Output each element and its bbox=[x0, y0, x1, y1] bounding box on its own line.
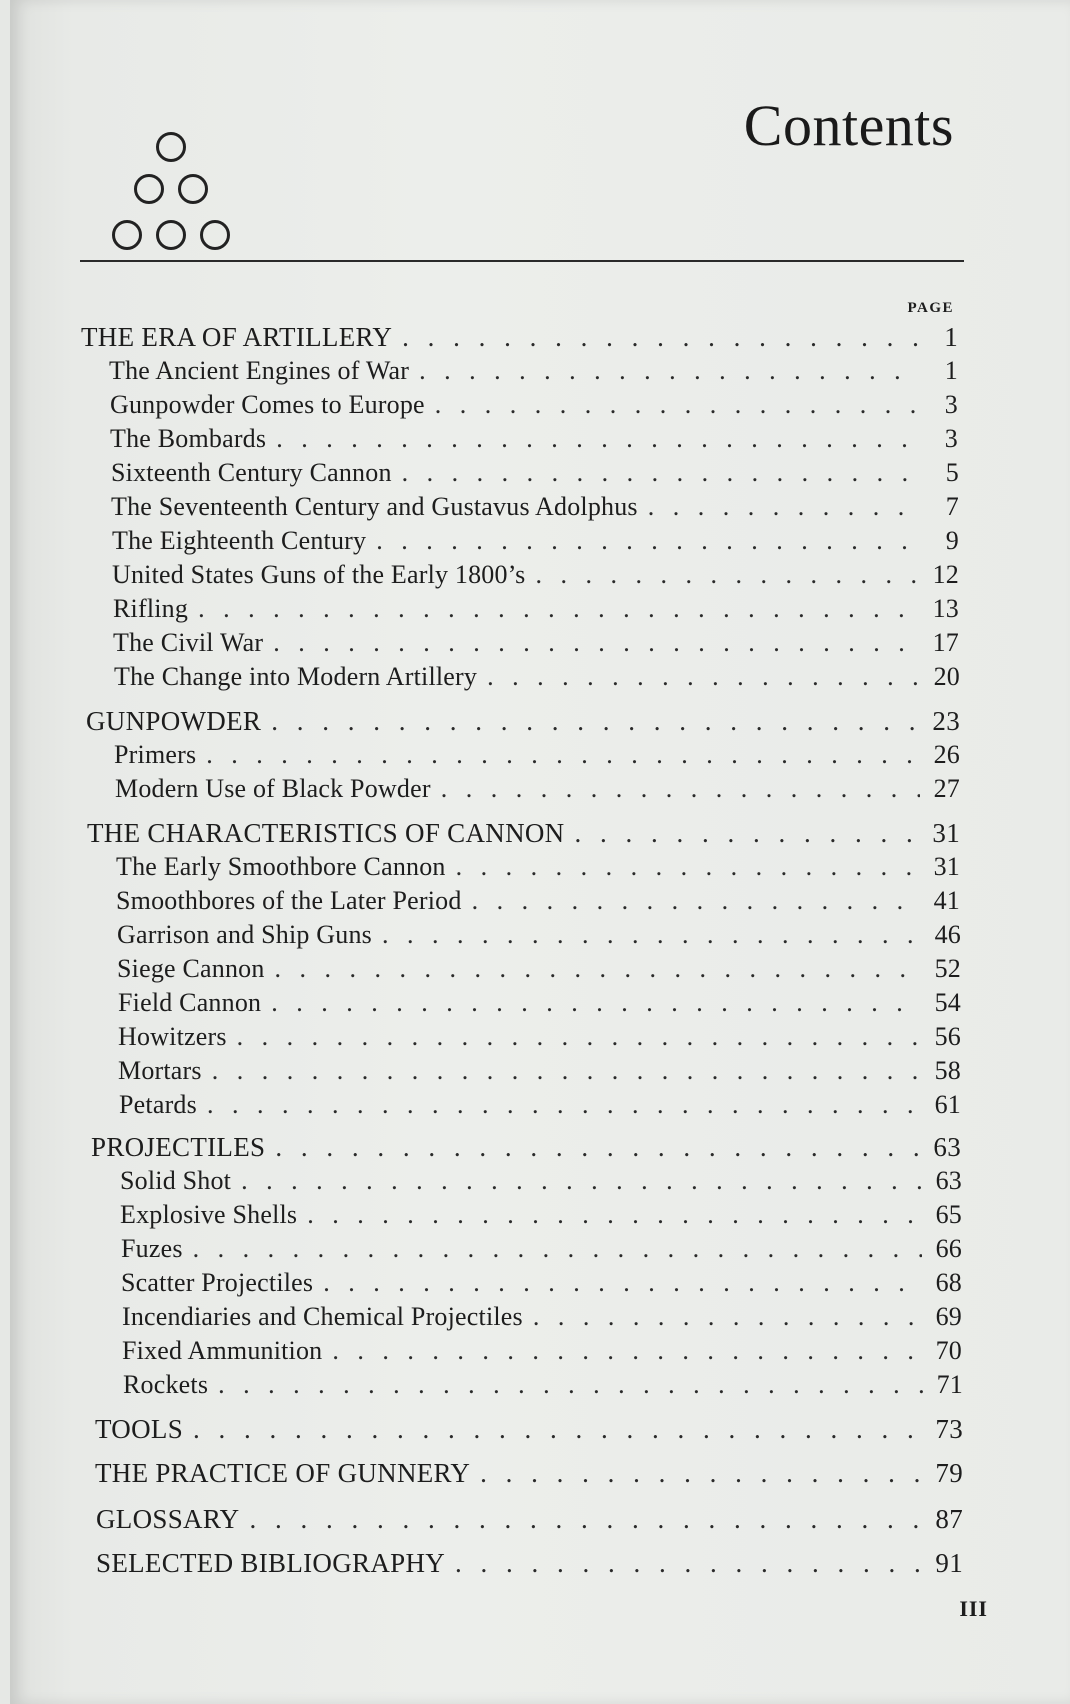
dot-leader bbox=[535, 560, 919, 590]
toc-entry-page-number: 52 bbox=[934, 954, 961, 983]
toc-entry-page-number: 1 bbox=[944, 356, 958, 385]
dot-leader bbox=[323, 1268, 922, 1298]
dot-leader bbox=[275, 954, 921, 984]
toc-entry-page-number: 13 bbox=[932, 594, 959, 623]
toc-entry-page-number: 58 bbox=[934, 1056, 961, 1085]
toc-entry-page-number: 20 bbox=[933, 662, 960, 691]
toc-entry-page-number: 23 bbox=[932, 706, 960, 736]
toc-entry-page-number: 61 bbox=[934, 1090, 961, 1119]
toc-entry-title: Modern Use of Black Powder bbox=[115, 774, 431, 803]
page-column-label: PAGE bbox=[907, 300, 954, 316]
toc-entry-page-number: 12 bbox=[932, 560, 959, 589]
dot-leader bbox=[455, 1548, 923, 1579]
book-page bbox=[10, 0, 1070, 1704]
toc-entry-title: Field Cannon bbox=[118, 988, 262, 1017]
dot-leader bbox=[193, 1234, 922, 1264]
toc-chapter-entry bbox=[86, 706, 960, 737]
toc-section-entry bbox=[112, 560, 959, 590]
toc-entry-title: THE CHARACTERISTICS OF CANNON bbox=[87, 818, 565, 848]
dot-leader bbox=[402, 322, 918, 353]
toc-entry-title: Rockets bbox=[123, 1370, 209, 1399]
page-title: Contents bbox=[743, 93, 954, 158]
toc-section-entry bbox=[111, 492, 959, 522]
toc-entry-title: Gunpowder Comes to Europe bbox=[110, 390, 425, 419]
dot-leader bbox=[332, 1336, 922, 1366]
toc-section-entry bbox=[117, 954, 961, 984]
dot-leader bbox=[218, 1370, 923, 1400]
dot-leader bbox=[307, 1200, 922, 1230]
dot-leader bbox=[275, 1132, 921, 1163]
dot-leader bbox=[237, 1022, 921, 1052]
dot-leader bbox=[273, 628, 919, 658]
dot-leader bbox=[376, 526, 919, 556]
toc-entry-title: Explosive Shells bbox=[120, 1200, 298, 1229]
dot-leader bbox=[487, 662, 920, 692]
dot-leader bbox=[472, 886, 920, 916]
toc-entry-title: THE ERA OF ARTILLERY bbox=[81, 322, 393, 352]
dot-leader bbox=[198, 594, 919, 624]
toc-entry-title: Garrison and Ship Guns bbox=[117, 920, 372, 949]
toc-section-entry bbox=[121, 1234, 962, 1264]
toc-section-entry bbox=[122, 1336, 962, 1366]
dot-leader bbox=[441, 774, 920, 804]
toc-section-entry bbox=[120, 1200, 962, 1230]
toc-entry-title: TOOLS bbox=[95, 1414, 184, 1444]
toc-section-entry bbox=[114, 662, 960, 692]
toc-chapter-entry bbox=[95, 1414, 963, 1445]
toc-section-entry bbox=[116, 852, 960, 882]
toc-section-entry bbox=[122, 1302, 962, 1332]
toc-section-entry bbox=[111, 458, 959, 488]
folio-page-number: III bbox=[959, 1596, 988, 1621]
toc-entry-title: The Ancient Engines of War bbox=[109, 356, 410, 385]
toc-section-entry bbox=[119, 1090, 961, 1120]
toc-entry-title: Fixed Ammunition bbox=[122, 1336, 323, 1365]
toc-entry-page-number: 9 bbox=[945, 526, 959, 555]
dot-leader bbox=[207, 1090, 921, 1120]
toc-entry-page-number: 46 bbox=[934, 920, 961, 949]
toc-entry-page-number: 70 bbox=[935, 1336, 962, 1365]
dot-leader bbox=[419, 356, 918, 386]
toc-chapter-entry bbox=[91, 1132, 961, 1163]
toc-section-entry bbox=[118, 1056, 961, 1086]
toc-section-entry bbox=[118, 1022, 961, 1052]
toc-entry-title: PROJECTILES bbox=[91, 1132, 266, 1162]
toc-entry-page-number: 69 bbox=[935, 1302, 962, 1331]
toc-entry-title: The Civil War bbox=[113, 628, 264, 657]
toc-entry-page-number: 31 bbox=[932, 818, 960, 848]
dot-leader bbox=[212, 1056, 921, 1086]
toc-entry-page-number: 17 bbox=[932, 628, 959, 657]
toc-entry-page-number: 3 bbox=[944, 390, 958, 419]
toc-entry-title: Sixteenth Century Cannon bbox=[111, 458, 392, 487]
dot-leader bbox=[271, 706, 920, 737]
toc-entry-title: The Early Smoothbore Cannon bbox=[116, 852, 446, 881]
toc-entry-page-number: 65 bbox=[935, 1200, 962, 1229]
toc-entry-page-number: 63 bbox=[933, 1132, 961, 1162]
toc-entry-page-number: 31 bbox=[933, 852, 960, 881]
toc-entry-page-number: 27 bbox=[933, 774, 960, 803]
toc-entry-page-number: 7 bbox=[945, 492, 959, 521]
toc-entry-page-number: 56 bbox=[934, 1022, 961, 1051]
dot-leader bbox=[402, 458, 919, 488]
toc-section-entry bbox=[115, 774, 960, 804]
dot-leader bbox=[241, 1166, 922, 1196]
toc-entry-page-number: 54 bbox=[934, 988, 961, 1017]
dot-leader bbox=[435, 390, 918, 420]
toc-section-entry bbox=[123, 1370, 963, 1400]
toc-entry-title: Mortars bbox=[118, 1056, 202, 1085]
dot-leader bbox=[480, 1458, 923, 1489]
toc-entry-page-number: 63 bbox=[935, 1166, 962, 1195]
dot-leader bbox=[382, 920, 921, 950]
toc-entry-title: The Change into Modern Artillery bbox=[114, 662, 478, 691]
dot-leader bbox=[533, 1302, 922, 1332]
toc-entry-page-number: 5 bbox=[945, 458, 959, 487]
dot-leader bbox=[193, 1414, 923, 1445]
dot-leader bbox=[271, 988, 921, 1018]
table-of-contents bbox=[10, 0, 1070, 1704]
toc-chapter-entry bbox=[87, 818, 960, 849]
toc-section-entry bbox=[109, 356, 958, 386]
toc-entry-title: The Bombards bbox=[110, 424, 267, 453]
toc-chapter-entry bbox=[95, 1458, 963, 1489]
toc-entry-title: Siege Cannon bbox=[117, 954, 265, 983]
toc-section-entry bbox=[110, 390, 958, 420]
toc-entry-title: GLOSSARY bbox=[96, 1504, 240, 1534]
toc-chapter-entry bbox=[96, 1504, 963, 1535]
toc-chapter-entry bbox=[81, 322, 958, 353]
toc-entry-title: GUNPOWDER bbox=[86, 706, 262, 736]
toc-section-entry bbox=[116, 886, 960, 916]
toc-entry-page-number: 41 bbox=[933, 886, 960, 915]
toc-section-entry bbox=[113, 594, 959, 624]
dot-leader bbox=[456, 852, 920, 882]
toc-entry-page-number: 73 bbox=[935, 1414, 963, 1444]
dot-leader bbox=[648, 492, 919, 522]
dot-leader bbox=[206, 740, 920, 770]
toc-entry-title: The Eighteenth Century bbox=[112, 526, 367, 555]
toc-entry-title: Howitzers bbox=[118, 1022, 227, 1051]
toc-entry-title: THE PRACTICE OF GUNNERY bbox=[95, 1458, 471, 1488]
toc-entry-title: Incendiaries and Chemical Projectiles bbox=[122, 1302, 523, 1331]
toc-entry-page-number: 71 bbox=[936, 1370, 963, 1399]
toc-entry-page-number: 3 bbox=[944, 424, 958, 453]
toc-entry-title: Scatter Projectiles bbox=[121, 1268, 314, 1297]
toc-entry-title: Primers bbox=[114, 740, 197, 769]
toc-section-entry bbox=[121, 1268, 962, 1298]
toc-entry-title: Rifling bbox=[113, 594, 189, 623]
toc-section-entry bbox=[114, 740, 960, 770]
toc-entry-title: The Seventeenth Century and Gustavus Adolphus bbox=[111, 492, 638, 521]
toc-entry-title: Fuzes bbox=[121, 1234, 183, 1263]
toc-entry-page-number: 79 bbox=[935, 1458, 963, 1488]
toc-chapter-entry bbox=[96, 1548, 963, 1579]
toc-entry-page-number: 91 bbox=[935, 1548, 963, 1578]
toc-section-entry bbox=[112, 526, 959, 556]
toc-entry-page-number: 1 bbox=[944, 322, 958, 352]
toc-section-entry bbox=[110, 424, 958, 454]
toc-section-entry bbox=[117, 920, 961, 950]
toc-entry-title: Smoothbores of the Later Period bbox=[116, 886, 462, 915]
toc-entry-title: Petards bbox=[119, 1090, 197, 1119]
dot-leader bbox=[574, 818, 920, 849]
toc-entry-page-number: 68 bbox=[935, 1268, 962, 1297]
toc-entry-title: SELECTED BIBLIOGRAPHY bbox=[96, 1548, 446, 1578]
dot-leader bbox=[276, 424, 918, 454]
toc-section-entry bbox=[120, 1166, 962, 1196]
toc-entry-title: United States Guns of the Early 1800’s bbox=[112, 560, 526, 589]
dot-leader bbox=[249, 1504, 923, 1535]
toc-entry-page-number: 26 bbox=[933, 740, 960, 769]
toc-entry-page-number: 66 bbox=[935, 1234, 962, 1263]
toc-section-entry bbox=[118, 988, 961, 1018]
toc-entry-page-number: 87 bbox=[935, 1504, 963, 1534]
toc-section-entry bbox=[113, 628, 959, 658]
toc-entry-title: Solid Shot bbox=[120, 1166, 232, 1195]
